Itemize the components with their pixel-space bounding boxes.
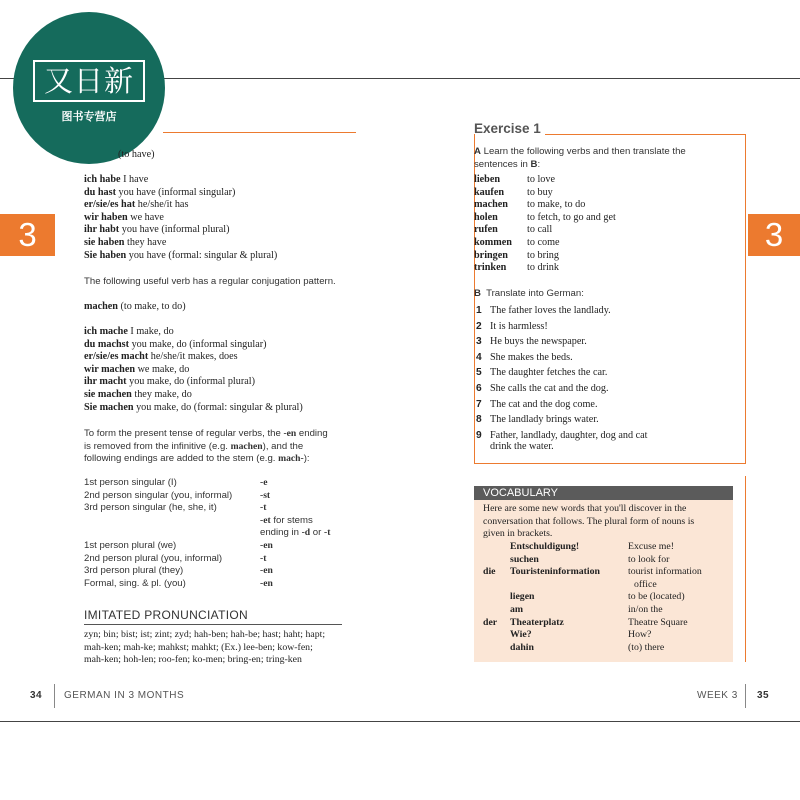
pronunciation-text: zyn; bin; bist; ist; zint; zyd; hah-ben; hah-be; hast; haht; hapt; mah-ken; mah-ke; mahkst; mahkt; (Ex.) lee-ben; kow-fen; mah-ken; hoh-len; roo-fen; ko-men; bring-en; tring-ken: [84, 629, 326, 666]
imitated-title-rule: [84, 624, 342, 625]
verb-list-english: to love to buy to make, to do to fetch, to go and get to call to come to bring to drink: [527, 174, 616, 274]
chapter-tab-right: 3: [748, 214, 800, 256]
logo-subtitle: 图书专营店: [61, 111, 117, 123]
vocabulary-header: VOCABULARY: [474, 486, 733, 500]
logo-chars: 又日新: [33, 60, 145, 102]
left-running-title: GERMAN IN 3 MONTHS: [64, 690, 185, 701]
left-page-number: 34: [30, 690, 43, 701]
imitated-pronunciation-title: IMITATED PRONUNCIATION: [84, 608, 248, 622]
left-footer-divider: [54, 684, 55, 708]
right-page-number: 35: [757, 690, 770, 701]
haben-conjugation: ich habe I have du hast you have (informal singular) er/sie/es hat he/she/it has wir haben we have ihr habt you have (informal plural) sie haben they have Sie haben you have (formal: singular & plural): [84, 174, 278, 261]
store-logo: [13, 12, 165, 164]
endings-values: -e -st -t -et for stems ending in -d or -t -en -t -en -en: [260, 477, 331, 589]
present-tense-paragraph: To form the present tense of regular verbs, the -en ending is removed from the infinitive (e.g. machen), and the following endings are added to the stem (e.g. mach-):: [84, 428, 328, 465]
exercise-title: Exercise 1: [474, 121, 545, 136]
left-top-rule: [163, 132, 356, 133]
haben-heading: (to have): [118, 149, 155, 160]
right-footer-divider: [745, 684, 746, 708]
machen-heading: machen (to make, to do): [84, 301, 186, 312]
useful-verb-note: The following useful verb has a regular conjugation pattern.: [84, 276, 336, 287]
endings-persons: 1st person singular (I) 2nd person singular (you, informal) 3rd person singular (he, she, it) 1st person plural (we) 2nd person plural (you, informal) 3rd person plural (they) Formal, sing. & pl. (you): [84, 477, 233, 589]
chapter-tab-left: 3: [0, 214, 55, 256]
part-a-instructions: A Learn the following verbs and then translate the sentences in B:: [474, 146, 686, 170]
machen-conjugation: ich mache I make, do du machst you make, do (informal singular) er/sie/es macht he/she/it makes, does wir machen we make, do ihr macht you make, do (informal plural) sie machen they make, do Sie machen you make, do (formal: singular & plural): [84, 326, 303, 413]
part-b-instructions: B Translate into German:: [474, 288, 584, 299]
verb-list-german: lieben kaufen machen holen rufen kommen bringen trinken: [474, 174, 512, 274]
right-running-title: WEEK 3: [697, 690, 738, 701]
sentence-list: 1 The father loves the landlady. 2 It is harmless! 3 He buys the newspaper. 4 She makes the beds. 5 The daughter fetches the car. 6 She calls the cat and the dog. 7 The cat and the dog come. 8 The landlady brings water. 9 Father, landlady, daughter, dog and cat drink the water.: [476, 305, 648, 452]
vocab-side-rule: [745, 476, 746, 662]
vocabulary-intro: Here are some new words that you'll discover in the conversation that follows. The plural form of nouns is given in brackets.: [483, 503, 695, 540]
